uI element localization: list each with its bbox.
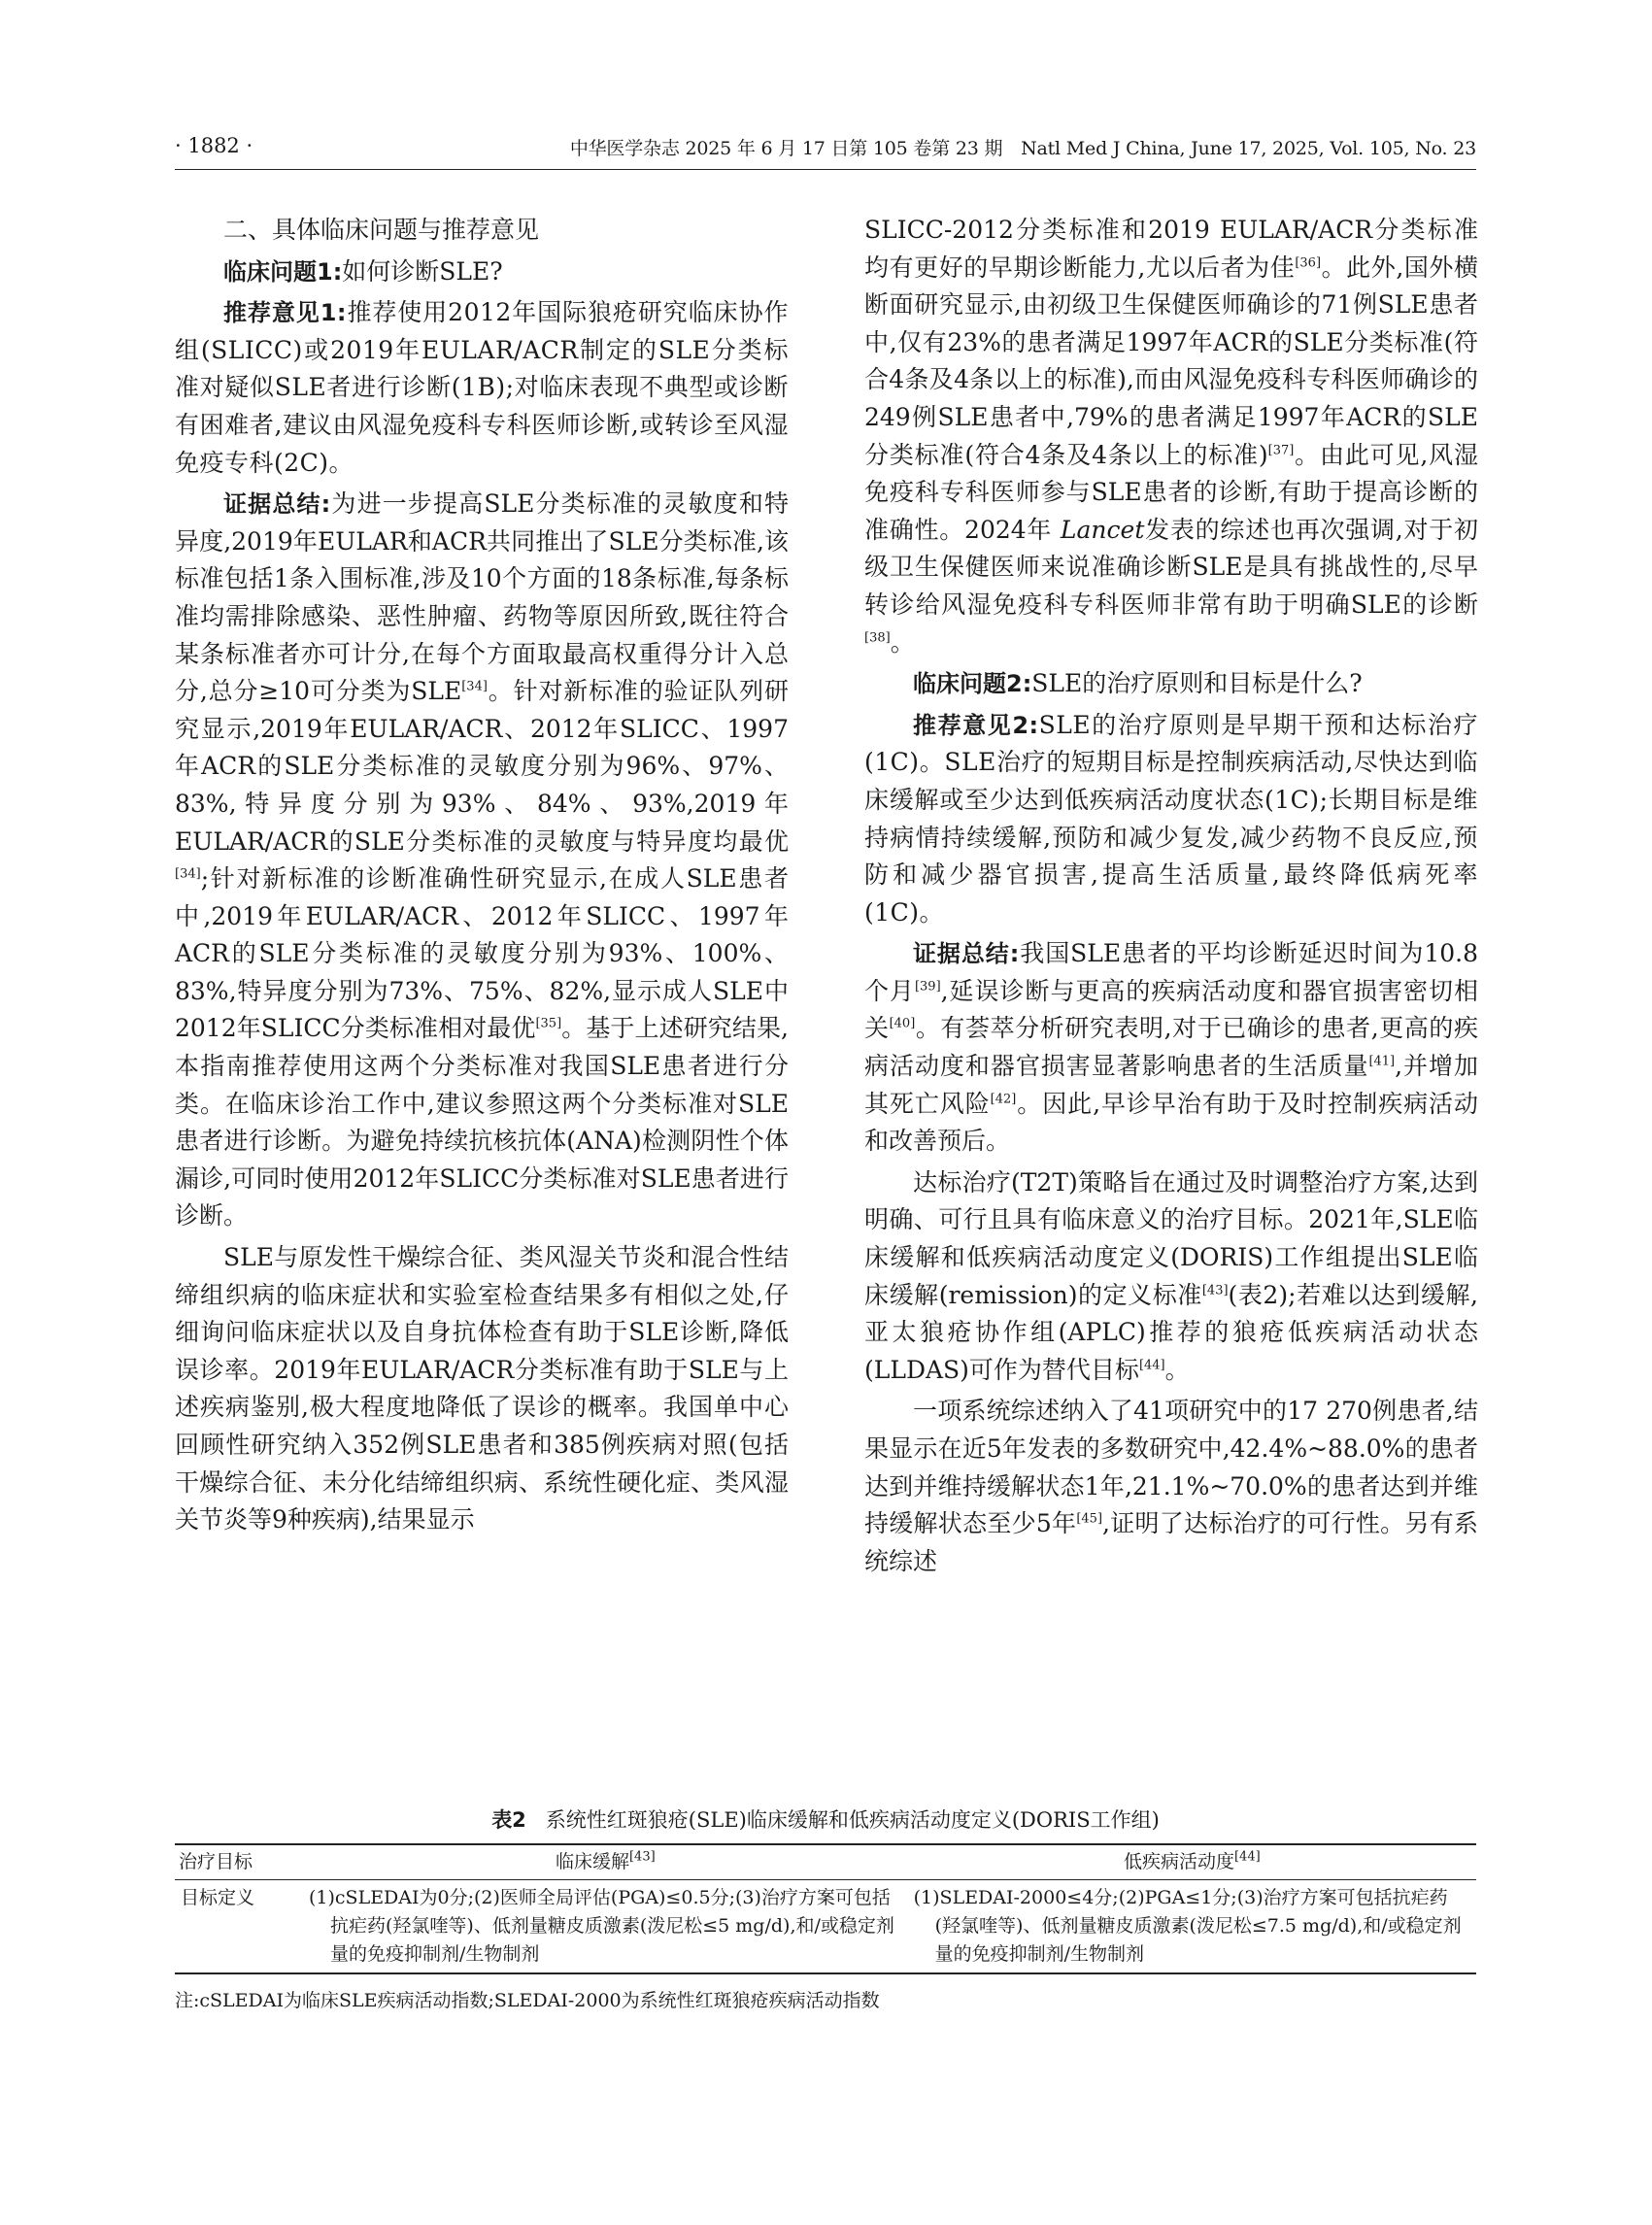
recommendation-label: 推荐意见2: [913,711,1039,739]
paragraph-text: 达标治疗(T2T)策略旨在通过及时调整治疗方案,达到明确、可行且具有临床意义的治疗目标。2021年,SLE临床缓解和低疾病活动度定义(DORIS)工作组提出SLE临床缓解(remission)的定义标准 [864,1167,1478,1309]
table-cell: 目标定义 [181,1887,255,1908]
evidence-text: ,并增加其死亡风险 [864,1052,1478,1118]
table-2 [175,1804,1476,2012]
citation: [43] [628,1849,656,1865]
paragraph-text: (表2);若难以达到缓解,亚太狼疮协作组(APLC)推荐的狼疮低疾病活动状态(LLDAS)可作为替代目标 [864,1280,1478,1384]
citation: [42] [990,1092,1017,1107]
table-header-cell [303,1844,908,1880]
paragraph-text: ,证明了达标治疗的可行性。另有系统综述 [864,1509,1478,1575]
paragraph-text: SLE与原发性干燥综合征、类风湿关节炎和混合性结缔组织病的临床症状和实验室检查结果多有相似之处,仔细询问临床症状以及自身抗体检查有助于SLE诊断,降低误诊率。2019年EULAR/ACR分类标准有助于SLE与上述疾病鉴别,极大程度地降低了误诊的概率。我国单中心回顾性研究纳入352例SLE患者和385例疾病对照(包括干燥综合征、未分化结缔组织病、系统性硬化症、类风湿关节炎等9种疾病),结果显示 [175,1243,789,1534]
recommendation-1 [175,294,789,482]
citation: [40] [889,1017,916,1032]
paragraph-text: 。由此可见,风湿免疫科专科医师参与SLE患者的诊断,有助于提高诊断的准确性。2024年 [864,440,1478,544]
paragraph-text: 。 [1164,1355,1190,1384]
paragraph [175,1239,789,1539]
page-number: · 1882 · [175,134,253,157]
table-header-row [175,1844,1476,1880]
clinical-question-2 [864,665,1478,703]
evidence-summary-1 [175,486,789,1235]
citation: [34] [175,866,201,882]
citation: [41] [1368,1054,1396,1069]
evidence-summary-2 [864,935,1478,1161]
citation: [44] [1138,1358,1165,1373]
citation: [43] [1201,1283,1229,1298]
question-text: 如何诊断SLE? [342,256,503,286]
evidence-text: 。因此,早诊早治有助于及时控制疾病活动和改善预后。 [864,1089,1478,1156]
table-header-cell [908,1844,1476,1880]
evidence-text: 我国SLE患者的平均诊断延迟时间为10.8个月 [864,939,1478,1005]
recommendation-text: 推荐使用2012年国际狼疮研究临床协作组(SLICC)或2019年EULAR/ACR制定的SLE分类标准对疑似SLE者进行诊断(1B);对临床表现不典型或诊断有困难者,建议由风湿免疫科专科医师诊断,或转诊至风湿免疫专科(2C)。 [175,298,790,477]
evidence-label: 证据总结: [913,940,1020,968]
left-column [175,212,789,1539]
recommendation-2 [864,707,1478,932]
table-caption [175,1804,1476,1834]
citation: [44] [1233,1849,1261,1865]
citation: [34] [461,679,488,694]
table-caption-text: 系统性红斑狼疮(SLE)临床缓解和低疾病活动度定义(DORIS工作组) [545,1808,1160,1832]
table-note: 注:cSLEDAI为临床SLE疾病活动指数;SLEDAI-2000为系统性红斑狼疮疾病活动指数 [175,1990,880,2011]
section-title [175,212,789,250]
question-label: 临床问题1: [223,257,343,286]
evidence-text: ;针对新标准的诊断准确性研究显示,在成人SLE患者中,2019年EULAR/ACR、2012年SLICC、1997年ACR的SLE分类标准的灵敏度分别为93%、100%、83%,特异度分别为73%、75%、82%,显示成人SLE中2012年SLICC分类标准相对最优 [175,864,789,1043]
citation: [37] [1267,443,1295,458]
citation: [39] [914,979,941,995]
recommendation-label: 推荐意见1: [223,299,348,327]
recommendation-text: SLE的治疗原则是早期干预和达标治疗(1C)。SLE治疗的短期目标是控制疾病活动,尽快达到临床缓解或至少达到低疾病活动度状态(1C);长期目标是维持病情持续缓解,预防和减少复发,减少药物不良反应,预防和减少器官损害,提高生活质量,最终降低病死率(1C)。 [864,710,1479,927]
paragraph [864,212,1478,661]
page-header [175,134,1476,170]
citation: [45] [1076,1511,1103,1527]
header-text: 临床缓解 [555,1851,629,1872]
paragraph-text: 。此外,国外横断面研究显示,由初级卫生保健医师确诊的71例SLE患者中,仅有23%的患者满足1997年ACR的SLE分类标准(符合4条及4条以上的标准),而由风湿免疫科专科医师确诊的249例SLE患者中,79%的患者满足1997年ACR的SLE分类标准(符合4条及4条以上的标准) [864,253,1478,469]
paragraph-text: 发表的综述也再次强调,对于初级卫生保健医师来说准确诊断SLE是具有挑战性的,尽早转诊给风湿免疫科专科医师非常有助于明确SLE的诊断 [864,515,1479,619]
paragraph-text: 一项系统综述纳入了41项研究中的17 270例患者,结果显示在近5年发表的多数研究中,42.4%~88.0%的患者达到并维持缓解状态1年,21.1%~70.0%的患者达到并维持缓解状态至少5年 [864,1397,1478,1538]
evidence-label: 证据总结: [223,490,331,519]
citation: [35] [535,1017,562,1032]
evidence-text: 。针对新标准的验证队列研究显示,2019年EULAR/ACR、2012年SLICC、1997年ACR的SLE分类标准的灵敏度分别为96%、97%、83%,特异度分别为93%、84%、93%,2019年EULAR/ACR的SLE分类标准的灵敏度与特异度均最优 [175,677,789,856]
table-cell: (1)cSLEDAI为0分;(2)医师全局评估(PGA)≤0.5分;(3)治疗方案可包括抗疟药(羟氯喹等)、低剂量糖皮质激素(泼尼松≤5 mg/d),和/或稳定剂量的免疫抑制剂/生物制剂 [309,1887,894,1965]
journal-name: Lancet [1060,515,1145,544]
evidence-text: 。有荟萃分析研究表明,对于已确诊的患者,更高的疾病活动度和器官损害显著影响患者的生活质量 [864,1014,1478,1081]
paragraph [864,1393,1478,1580]
clinical-question-1 [175,253,789,291]
running-head: 中华医学杂志 2025 年 6 月 17 日第 105 卷第 23 期 Natl Med J China, June 17, 2025, Vol. 105, No. 23 [569,138,1476,159]
header-text: 低疾病活动度 [1123,1851,1234,1872]
evidence-text: 为进一步提高SLE分类标准的灵敏度和特异度,2019年EULAR和ACR共同推出了SLE分类标准,该标准包括1条入围标准,涉及10个方面的18条标准,每条标准均需排除感染、恶性肿瘤、药物等原因所致,既往符合某条标准者亦可计分,在每个方面取最高权重得分计入总分,总分≥10可分类为SLE [175,489,789,706]
section-title-text: 二、具体临床问题与推荐意见 [223,216,540,244]
question-label: 临床问题2: [913,670,1032,698]
paragraph-text: 。 [890,627,915,657]
table-number: 表2 [491,1808,526,1832]
evidence-text: 。基于上述研究结果,本指南推荐使用这两个分类标准对我国SLE患者进行分类。在临床诊治工作中,建议参照这两个分类标准对SLE患者进行诊断。为避免持续抗核抗体(ANA)检测阴性个体漏诊,可同时使用2012年SLICC分类标准对SLE患者进行诊断。 [175,1014,789,1230]
evidence-text: ,延误诊断与更高的疾病活动度和器官损害密切相关 [864,976,1478,1043]
paragraph-text: SLICC-2012分类标准和2019 EULAR/ACR分类标准均有更好的早期诊断能力,尤以后者为佳 [864,216,1478,282]
right-column [864,212,1478,1580]
table-row [175,1880,1476,1974]
table-header-cell: 治疗目标 [179,1851,253,1872]
doris-definition-table [175,1843,1476,1974]
citation: [38] [864,630,891,646]
paragraph [864,1164,1478,1390]
citation: [36] [1295,255,1322,271]
table-cell: (1)SLEDAI-2000≤4分;(2)PGA≤1分;(3)治疗方案可包括抗疟药(羟氯喹等)、低剂量糖皮质激素(泼尼松≤7.5 mg/d),和/或稳定剂量的免疫抑制剂/生物制剂 [913,1887,1462,1965]
question-text: SLE的治疗原则和目标是什么? [1031,669,1363,698]
